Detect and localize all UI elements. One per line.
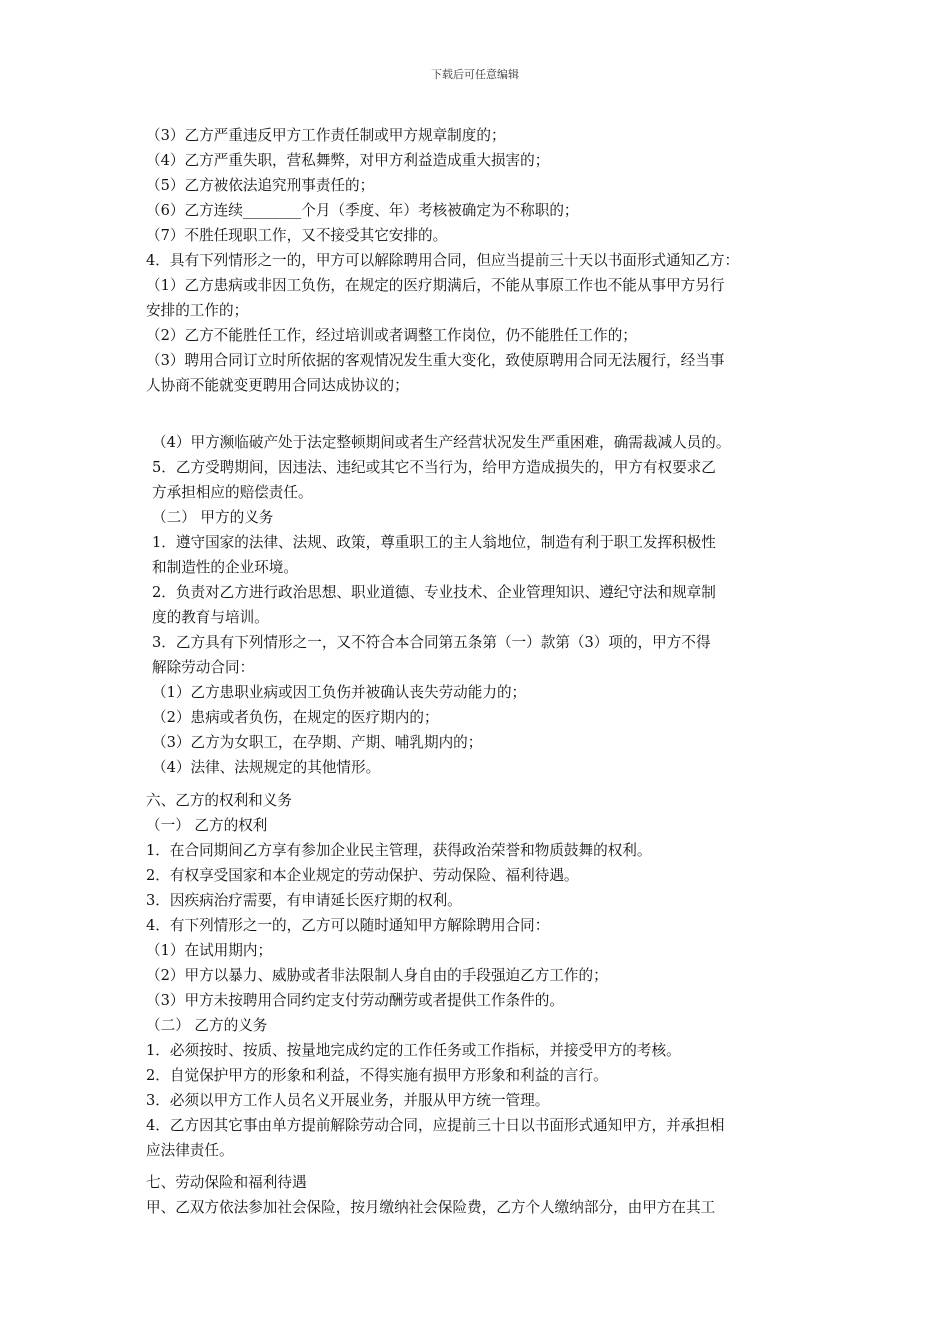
- text-line: （1）在试用期内；: [146, 942, 273, 959]
- text-line: （二） 乙方的义务: [146, 1017, 268, 1034]
- text-line: （4）乙方严重失职，营私舞弊，对甲方利益造成重大损害的；: [146, 152, 550, 169]
- text-line: （7）不胜任现职工作，又不接受其它安排的。: [146, 227, 448, 244]
- text-line: （3）甲方未按聘用合同约定支付劳动酬劳或者提供工作条件的。: [146, 992, 564, 1009]
- text-line: （6）乙方连续________个月（季度、年）考核被确定为不称职的；: [146, 202, 579, 219]
- text-line: （2）患病或者负伤，在规定的医疗期内的；: [152, 709, 439, 726]
- text-line: 应法律责任。: [146, 1142, 234, 1159]
- text-line: （4）法律、法规规定的其他情形。: [152, 759, 381, 776]
- text-line: 4．有下列情形之一的，乙方可以随时通知甲方解除聘用合同：: [146, 917, 550, 934]
- text-line: 3．乙方具有下列情形之一，又不符合本合同第五条第（一）款第（3）项的，甲方不得: [152, 634, 711, 651]
- text-line: （3）乙方严重违反甲方工作责任制或甲方规章制度的；: [146, 127, 506, 144]
- text-line: 度的教育与培训。: [152, 609, 269, 626]
- text-line: 4．乙方因其它事由单方提前解除劳动合同，应提前三十日以书面形式通知甲方，并承担相: [146, 1117, 725, 1134]
- text-line: 4．具有下列情形之一的，甲方可以解除聘用合同，但应当提前三十天以书面形式通知乙方：: [146, 252, 740, 269]
- text-line: 3．必须以甲方工作人员名义开展业务，并服从甲方统一管理。: [146, 1092, 550, 1109]
- section-heading: 七、劳动保险和福利待遇: [146, 1174, 307, 1191]
- text-line: 3．因疾病治疗需要，有申请延长医疗期的权利。: [146, 892, 462, 909]
- text-line: 1．在合同期间乙方享有参加企业民主管理，获得政治荣誉和物质鼓舞的权利。: [146, 842, 652, 859]
- text-line: 5．乙方受聘期间，因违法、违纪或其它不当行为，给甲方造成损失的，甲方有权要求乙: [152, 459, 716, 476]
- text-line: 2．有权享受国家和本企业规定的劳动保护、劳动保险、福利待遇。: [146, 867, 579, 884]
- text-line: （二） 甲方的义务: [152, 509, 274, 526]
- text-line: 安排的工作的；: [146, 302, 249, 319]
- text-line: 2．自觉保护甲方的形象和利益，不得实施有损甲方形象和利益的言行。: [146, 1067, 608, 1084]
- text-line: （2）甲方以暴力、威胁或者非法限制人身自由的手段强迫乙方工作的；: [146, 967, 608, 984]
- text-line: （1）乙方患职业病或因工负伤并被确认丧失劳动能力的；: [152, 684, 527, 701]
- text-line: 和制造性的企业环境。: [152, 559, 298, 576]
- text-line: 2．负责对乙方进行政治思想、职业道德、专业技术、企业管理知识、遵纪守法和规章制: [152, 584, 716, 601]
- text-line: （2）乙方不能胜任工作，经过培训或者调整工作岗位，仍不能胜任工作的；: [146, 327, 637, 344]
- text-line: （3）聘用合同订立时所依据的客观情况发生重大变化，致使原聘用合同无法履行，经当事: [146, 352, 725, 369]
- text-line: （5）乙方被依法追究刑事责任的；: [146, 177, 375, 194]
- text-line: （4）甲方濒临破产处于法定整顿期间或者生产经营状况发生严重困难，确需裁减人员的。: [152, 434, 731, 451]
- text-line: （一） 乙方的权利: [146, 817, 268, 834]
- text-line: 1．遵守国家的法律、法规、政策，尊重职工的主人翁地位，制造有利于职工发挥积极性: [152, 534, 716, 551]
- page-header: 下载后可任意编辑: [431, 68, 519, 81]
- text-line: 方承担相应的赔偿责任。: [152, 484, 313, 501]
- text-line: （1）乙方患病或非因工负伤，在规定的医疗期满后，不能从事原工作也不能从事甲方另行: [146, 277, 725, 294]
- text-line: 解除劳动合同：: [152, 659, 255, 676]
- text-line: 1．必须按时、按质、按量地完成约定的工作任务或工作指标，并接受甲方的考核。: [146, 1042, 681, 1059]
- text-line: 甲、乙双方依法参加社会保险，按月缴纳社会保险费，乙方个人缴纳部分，由甲方在其工: [146, 1199, 716, 1216]
- text-line: （3）乙方为女职工，在孕期、产期、哺乳期内的；: [152, 734, 483, 751]
- text-line: 人协商不能就变更聘用合同达成协议的；: [146, 377, 409, 394]
- section-heading: 六、乙方的权利和义务: [146, 792, 292, 809]
